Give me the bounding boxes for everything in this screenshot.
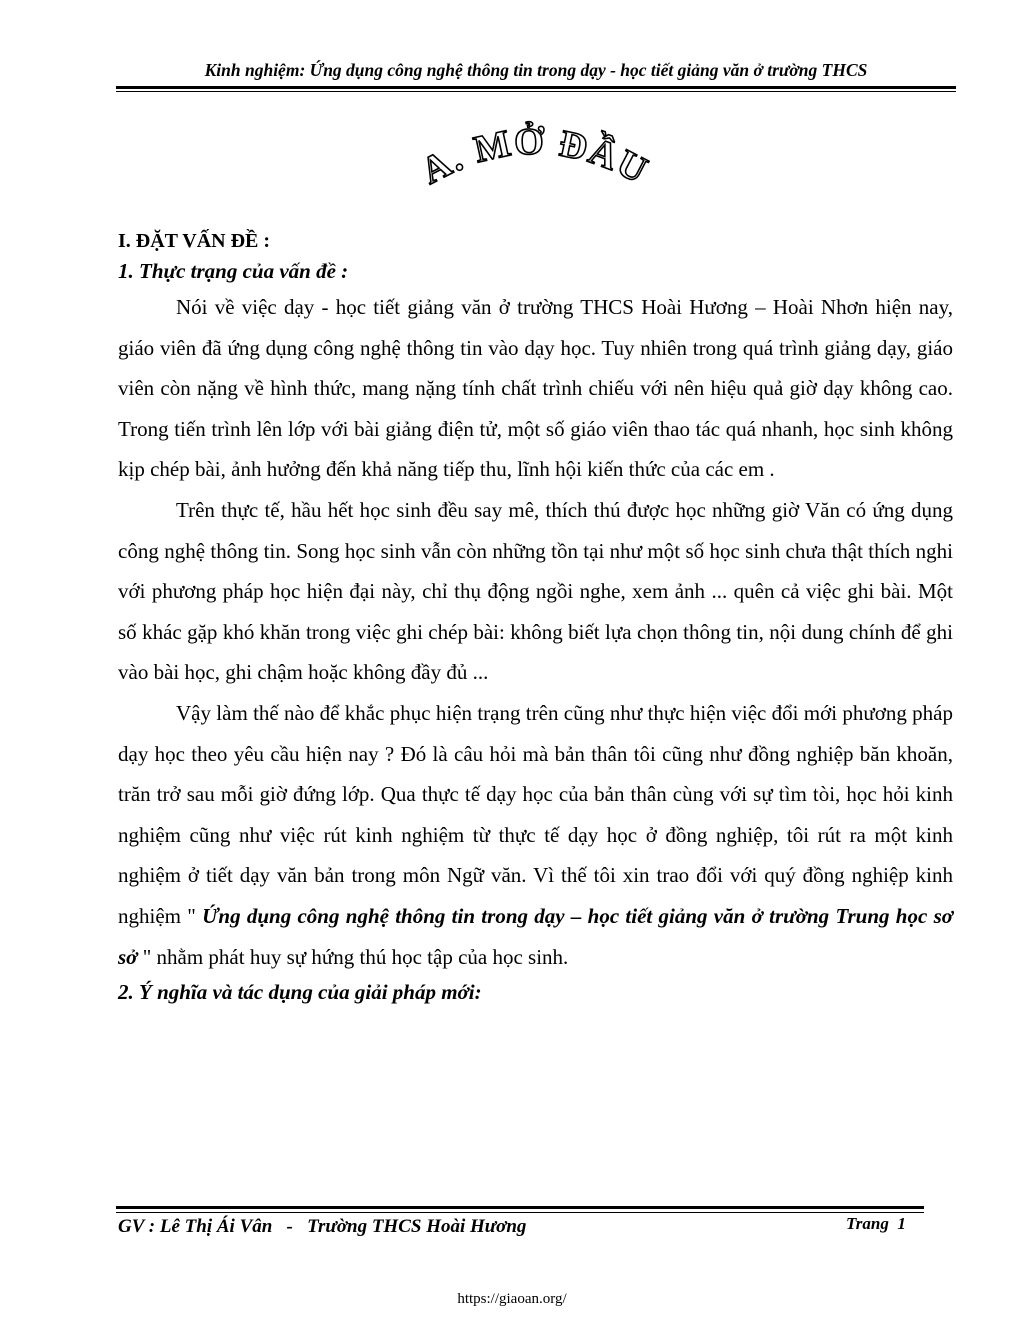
document-body (118, 226, 953, 1007)
paragraph-3-text: Vậy làm thế nào để khắc phục hiện trạng trên cũng như thực hiện việc đổi mới phương pháp dạy học theo yêu cầu hiện nay ? Đó là câu hỏi mà bản thân tôi cũng như đồng nghiệp băn khoăn, trăn trở sau mỗi giờ đứng lớp. Qua thực tế dạy học của bản thân cùng với sự tìm tòi, học hỏi kinh nghiệm cũng như việc rút kinh nghiệm từ thực tế dạy học ở đồng nghiệp, tôi rút ra một kinh nghiệm ở tiết dạy văn bản trong môn Ngữ văn. Vì thế tôi xin trao đổi với quý đồng nghiệp kinh nghiệm " (118, 700, 953, 928)
svg-text:A. MỞ ĐẦU (415, 121, 656, 193)
header-rule (116, 86, 956, 89)
subsection-heading: 1. Thực trạng của vấn đề : (118, 259, 349, 283)
source-url: https://giaoan.org/ (457, 1291, 567, 1307)
section-title-arc (400, 110, 670, 200)
paragraph-3-tail: " nhằm phát huy sự hứng thú học tập của học sinh. (137, 944, 569, 969)
section-title: A. MỞ ĐẦU (414, 120, 656, 193)
paragraph-1: Nói về việc dạy - học tiết giảng văn ở trường THCS Hoài Hương – Hoài Nhơn hiện nay, giáo viên đã ứng dụng công nghệ thông tin vào dạy học. Tuy nhiên trong quá trình giảng dạy, giáo viên còn nặng về hình thức, mang nặng tính chất trình chiếu với nên hiệu quả giờ dạy không cao. Trong tiến trình lên lớp với bài giảng điện tử, một số giáo viên thao tác quá nhanh, học sinh không kịp chép bài, ảnh hưởng đến khả năng tiếp thu, lĩnh hội kiến thức của các em . (118, 295, 953, 482)
header-rule-thin (116, 91, 956, 92)
paragraph-3-emphasis: Ứng dụng công nghệ thông tin trong dạy – học tiết giảng văn ở trường Trung học sơ sở (118, 903, 954, 969)
page-header: Kinh nghiệm: Ứng dụng công nghệ thông tin trong dạy - học tiết giảng văn ở trường THCS (204, 60, 868, 80)
footer-rule-thin (116, 1212, 924, 1213)
footer-rule (116, 1206, 924, 1209)
subsection-heading-2: 2. Ý nghĩa và tác dụng của giải pháp mới: (118, 980, 482, 1005)
paragraph-2: Trên thực tế, hầu hết học sinh đều say mê, thích thú được học những giờ Văn có ứng dụng công nghệ thông tin. Song học sinh vẫn còn những tồn tại như một số học sinh chưa thật thích nghi với phương pháp học hiện đại này, chỉ thụ động ngồi nghe, xem ảnh ... quên cả việc ghi bài. Một số khác gặp khó khăn trong việc ghi chép bài: không biết lựa chọn thông tin, nội dung chính để ghi vào bài học, ghi chậm hoặc không đầy đủ ... (118, 497, 953, 685)
footer-author: GV : Lê Thị Ái Vân - Trường THCS Hoài Hương (118, 1216, 527, 1237)
section-heading: I. ĐẶT VẤN ĐỀ : (118, 230, 271, 252)
page-number: Trang 1 (846, 1214, 906, 1233)
paragraph-3 (118, 693, 953, 977)
